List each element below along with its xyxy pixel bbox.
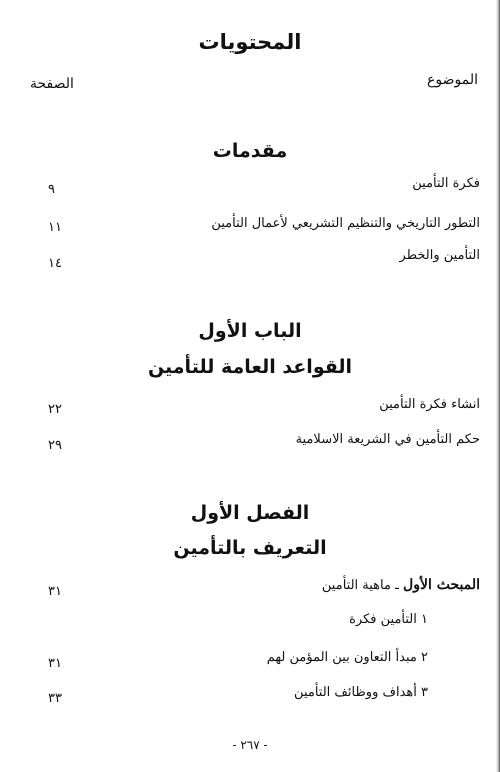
toc-entry: انشاء فكرة التأمين bbox=[379, 397, 480, 412]
section-title: ماهية التأمين bbox=[321, 578, 391, 593]
subitem-text: التأمين فكرة bbox=[349, 612, 417, 627]
toc-entry: فكرة التأمين bbox=[412, 176, 480, 191]
part-one-heading: الباب الأول bbox=[198, 320, 302, 342]
part-one-subheading: القواعد العامة للتأمين bbox=[147, 356, 353, 378]
toc-page-number: ٢٢ bbox=[48, 402, 62, 417]
toc-entry: التأمين والخطر bbox=[399, 248, 480, 263]
section-label: المبحث الأول bbox=[403, 577, 480, 593]
topic-column-header: الموضوع bbox=[427, 72, 478, 88]
toc-page-number: ٩ bbox=[48, 182, 55, 197]
toc-subitem bbox=[349, 612, 428, 627]
page-title: المحتويات bbox=[198, 30, 302, 54]
chapter-one-heading: الفصل الأول bbox=[190, 502, 310, 524]
subitem-text: أهداف ووظائف التأمين bbox=[294, 685, 417, 700]
subitem-number: ٣ bbox=[421, 685, 428, 700]
subitem-number: ٢ bbox=[421, 650, 428, 665]
toc-page-number: ٢٩ bbox=[48, 438, 62, 453]
toc-subitem bbox=[267, 650, 428, 665]
chapter-one-subheading: التعريف بالتأمين bbox=[173, 537, 327, 559]
toc-entry: حكم التأمين في الشريعة الاسلامية bbox=[295, 432, 480, 447]
page-column-header: الصفحة bbox=[30, 76, 74, 92]
footer-page-number: - ٢٦٧ - bbox=[232, 738, 268, 752]
toc-page-number: ٣١ bbox=[48, 584, 62, 599]
toc-subitem bbox=[294, 685, 428, 700]
section-entry bbox=[322, 577, 480, 593]
subitem-number: ١ bbox=[421, 612, 428, 627]
section-dash: ـ bbox=[395, 578, 399, 593]
intro-heading: مقدمات bbox=[212, 140, 288, 162]
toc-page-number: ٣٣ bbox=[48, 691, 62, 706]
toc-page-number: ١٤ bbox=[48, 256, 62, 271]
toc-page-number: ٣١ bbox=[48, 656, 62, 671]
toc-entry: التطور التاريخي والتنظيم التشريعي لأعمال التأمين bbox=[211, 216, 480, 231]
page-edge bbox=[496, 0, 500, 772]
subitem-text: مبدأ التعاون بين المؤمن لهم bbox=[266, 650, 417, 665]
toc-page-number: ١١ bbox=[48, 220, 62, 235]
